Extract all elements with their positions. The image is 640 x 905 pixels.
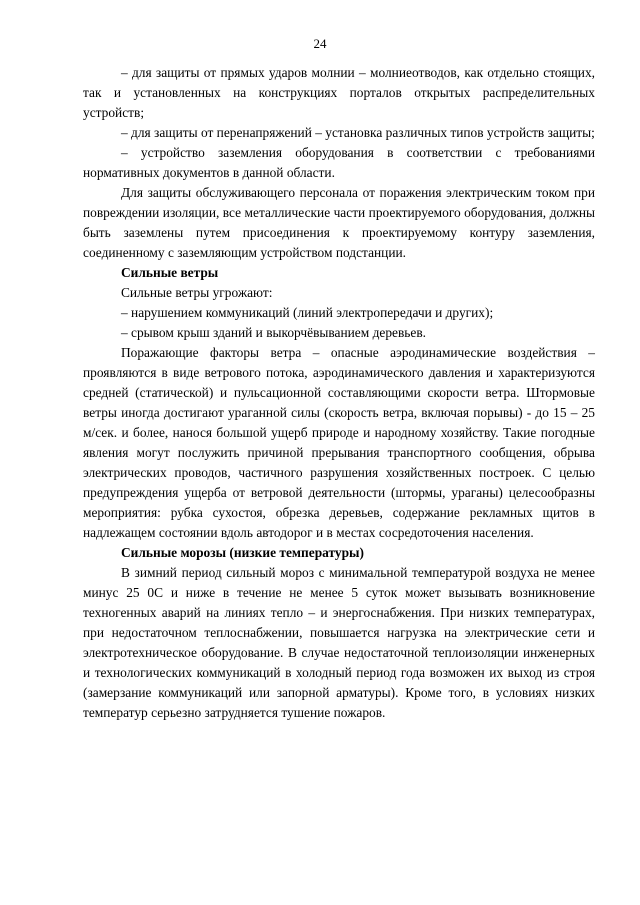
paragraph-personnel-protection: Для защиты обслуживающего персонала от поражения электрическим током при повреждении изоляции, все металлические части проектируемого оборудования, должны быть заземлены путем присоединения к проектируемому контуру заземления, соединенному с заземляющим устройством подстанции. xyxy=(83,185,595,260)
bullet-communications-disruption: – нарушением коммуникаций (линий электропередачи и других); xyxy=(121,305,494,320)
heading-strong-winds: Сильные ветры xyxy=(121,265,219,280)
page-body xyxy=(83,63,595,723)
bullet-overvoltage-protection: – для защиты от перенапряжений – установка различных типов устройств защиты; xyxy=(121,125,595,140)
heading-severe-frost: Сильные морозы (низкие температуры) xyxy=(121,545,364,560)
paragraph-winter-frost: В зимний период сильный мороз с минимальной температурой воздуха не менее минус 25 0С и ниже в течение не менее 5 суток может вызывать возникновение техногенных аварий на линиях тепло – и энергоснабжения. При низких температурах, при недостаточном теплоснабжении, повышается нагрузка на электрические сети и электротехническое оборудование. В случае недостаточной теплоизоляции инженерных и технологических коммуникаций в холодный период года возможен их выход из строя (замерзание коммуникаций или запорной арматуры). Кроме того, в условиях низких температур серьезно затрудняется тушение пожаров. xyxy=(83,565,595,720)
bullet-roof-damage: – срывом крыш зданий и выкорчёвыванием деревьев. xyxy=(121,325,427,340)
paragraph-winds-threaten: Сильные ветры угрожают: xyxy=(121,285,273,300)
bullet-lightning-protection: – для защиты от прямых ударов молнии – молниеотводов, как отдельно стоящих, так и установленных на конструкциях порталов открытых распределительных устройств; xyxy=(83,65,595,120)
paragraph-wind-factors: Поражающие факторы ветра – опасные аэродинамические воздействия – проявляются в виде ветрового потока, аэродинамического давления и характеризуются средней (статической) и пульсационной составляющими скорости ветра. Штормовые ветры иногда достигают ураганной силы (скорость ветра, включая порывы) - до 15 – 25 м/сек. и более, нанося большой ущерб природе и народному хозяйству. Такие погодные явления могут послужить причиной прерывания транспортного сообщения, обрыва электрических проводов, частичного разрушения хозяйственных построек. С целью предупреждения ущерба от ветровой деятельности (штормы, ураганы) целесообразны мероприятия: рубка сухостоя, обрезка деревьев, содержание рекламных щитов в надлежащем состоянии вдоль автодорог и в местах сосредоточения населения. xyxy=(83,345,595,540)
page-number: 24 xyxy=(313,36,327,51)
bullet-grounding: – устройство заземления оборудования в соответствии с требованиями нормативных документов в данной области. xyxy=(83,145,595,180)
